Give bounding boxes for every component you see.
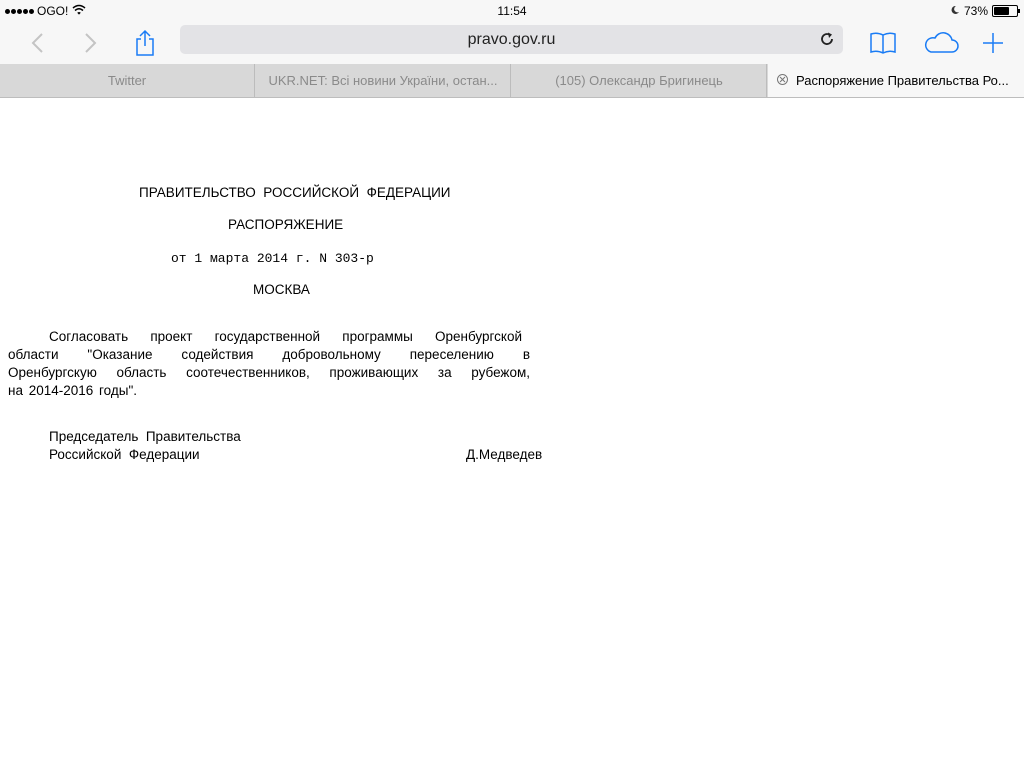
status-right (950, 4, 1018, 18)
cloud-icon (922, 31, 960, 55)
moon-icon (950, 4, 960, 18)
browser-toolbar (0, 22, 1024, 64)
signature-title-line-1: Председатель Правительства (49, 429, 241, 444)
plus-icon (981, 31, 1005, 55)
tab-strip (0, 64, 1024, 98)
signature-title-line-2: Российской Федерации (49, 447, 200, 462)
body-line: Оренбургскую область соотечественников, проживающих за рубежом, (8, 365, 530, 380)
back-button[interactable] (22, 22, 52, 64)
document-authority: ПРАВИТЕЛЬСТВО РОССИЙСКОЙ ФЕДЕРАЦИИ (139, 185, 451, 200)
body-line: Согласовать проект государственной программы Оренбургской (49, 329, 522, 344)
address-bar[interactable] (180, 25, 843, 54)
chevron-left-icon (30, 32, 44, 54)
battery-icon (992, 5, 1018, 17)
tab-label: Распоряжение Правительства Ро... (796, 73, 1009, 88)
tab-ukr-net[interactable]: UKR.NET: Всі новини України, остан... (256, 64, 511, 97)
share-icon (134, 29, 156, 57)
document-date-number: от 1 марта 2014 г. N 303-р (171, 251, 374, 266)
tab-twitter[interactable]: Twitter (0, 64, 255, 97)
tab-rasporyazhenie[interactable] (768, 64, 1024, 97)
icloud-tabs-button[interactable] (922, 22, 960, 64)
reload-icon (819, 31, 835, 47)
body-line: области "Оказание содействия добровольному переселению в (8, 347, 530, 362)
page-content (0, 98, 1024, 768)
tab-oleksandr-bryhynets[interactable]: (105) Олександр Бригинець (512, 64, 767, 97)
bookmarks-button[interactable] (868, 22, 898, 64)
status-bar (0, 0, 1024, 22)
document-city: МОСКВА (253, 282, 310, 297)
carrier-name: OGO! (37, 4, 69, 18)
book-icon (869, 31, 897, 55)
new-tab-button[interactable] (978, 22, 1008, 64)
body-line: на 2014-2016 годы". (8, 383, 137, 398)
share-button[interactable] (130, 22, 160, 64)
url-text[interactable]: pravo.gov.ru (467, 31, 556, 48)
reload-button[interactable] (817, 29, 837, 49)
status-time: 11:54 (497, 4, 527, 18)
document-type: РАСПОРЯЖЕНИЕ (228, 217, 344, 232)
close-tab-icon[interactable] (777, 74, 788, 85)
forward-button[interactable] (76, 22, 106, 64)
battery-percent: 73% (963, 4, 988, 18)
chevron-right-icon (84, 32, 98, 54)
signature-name: Д.Медведев (466, 447, 543, 462)
